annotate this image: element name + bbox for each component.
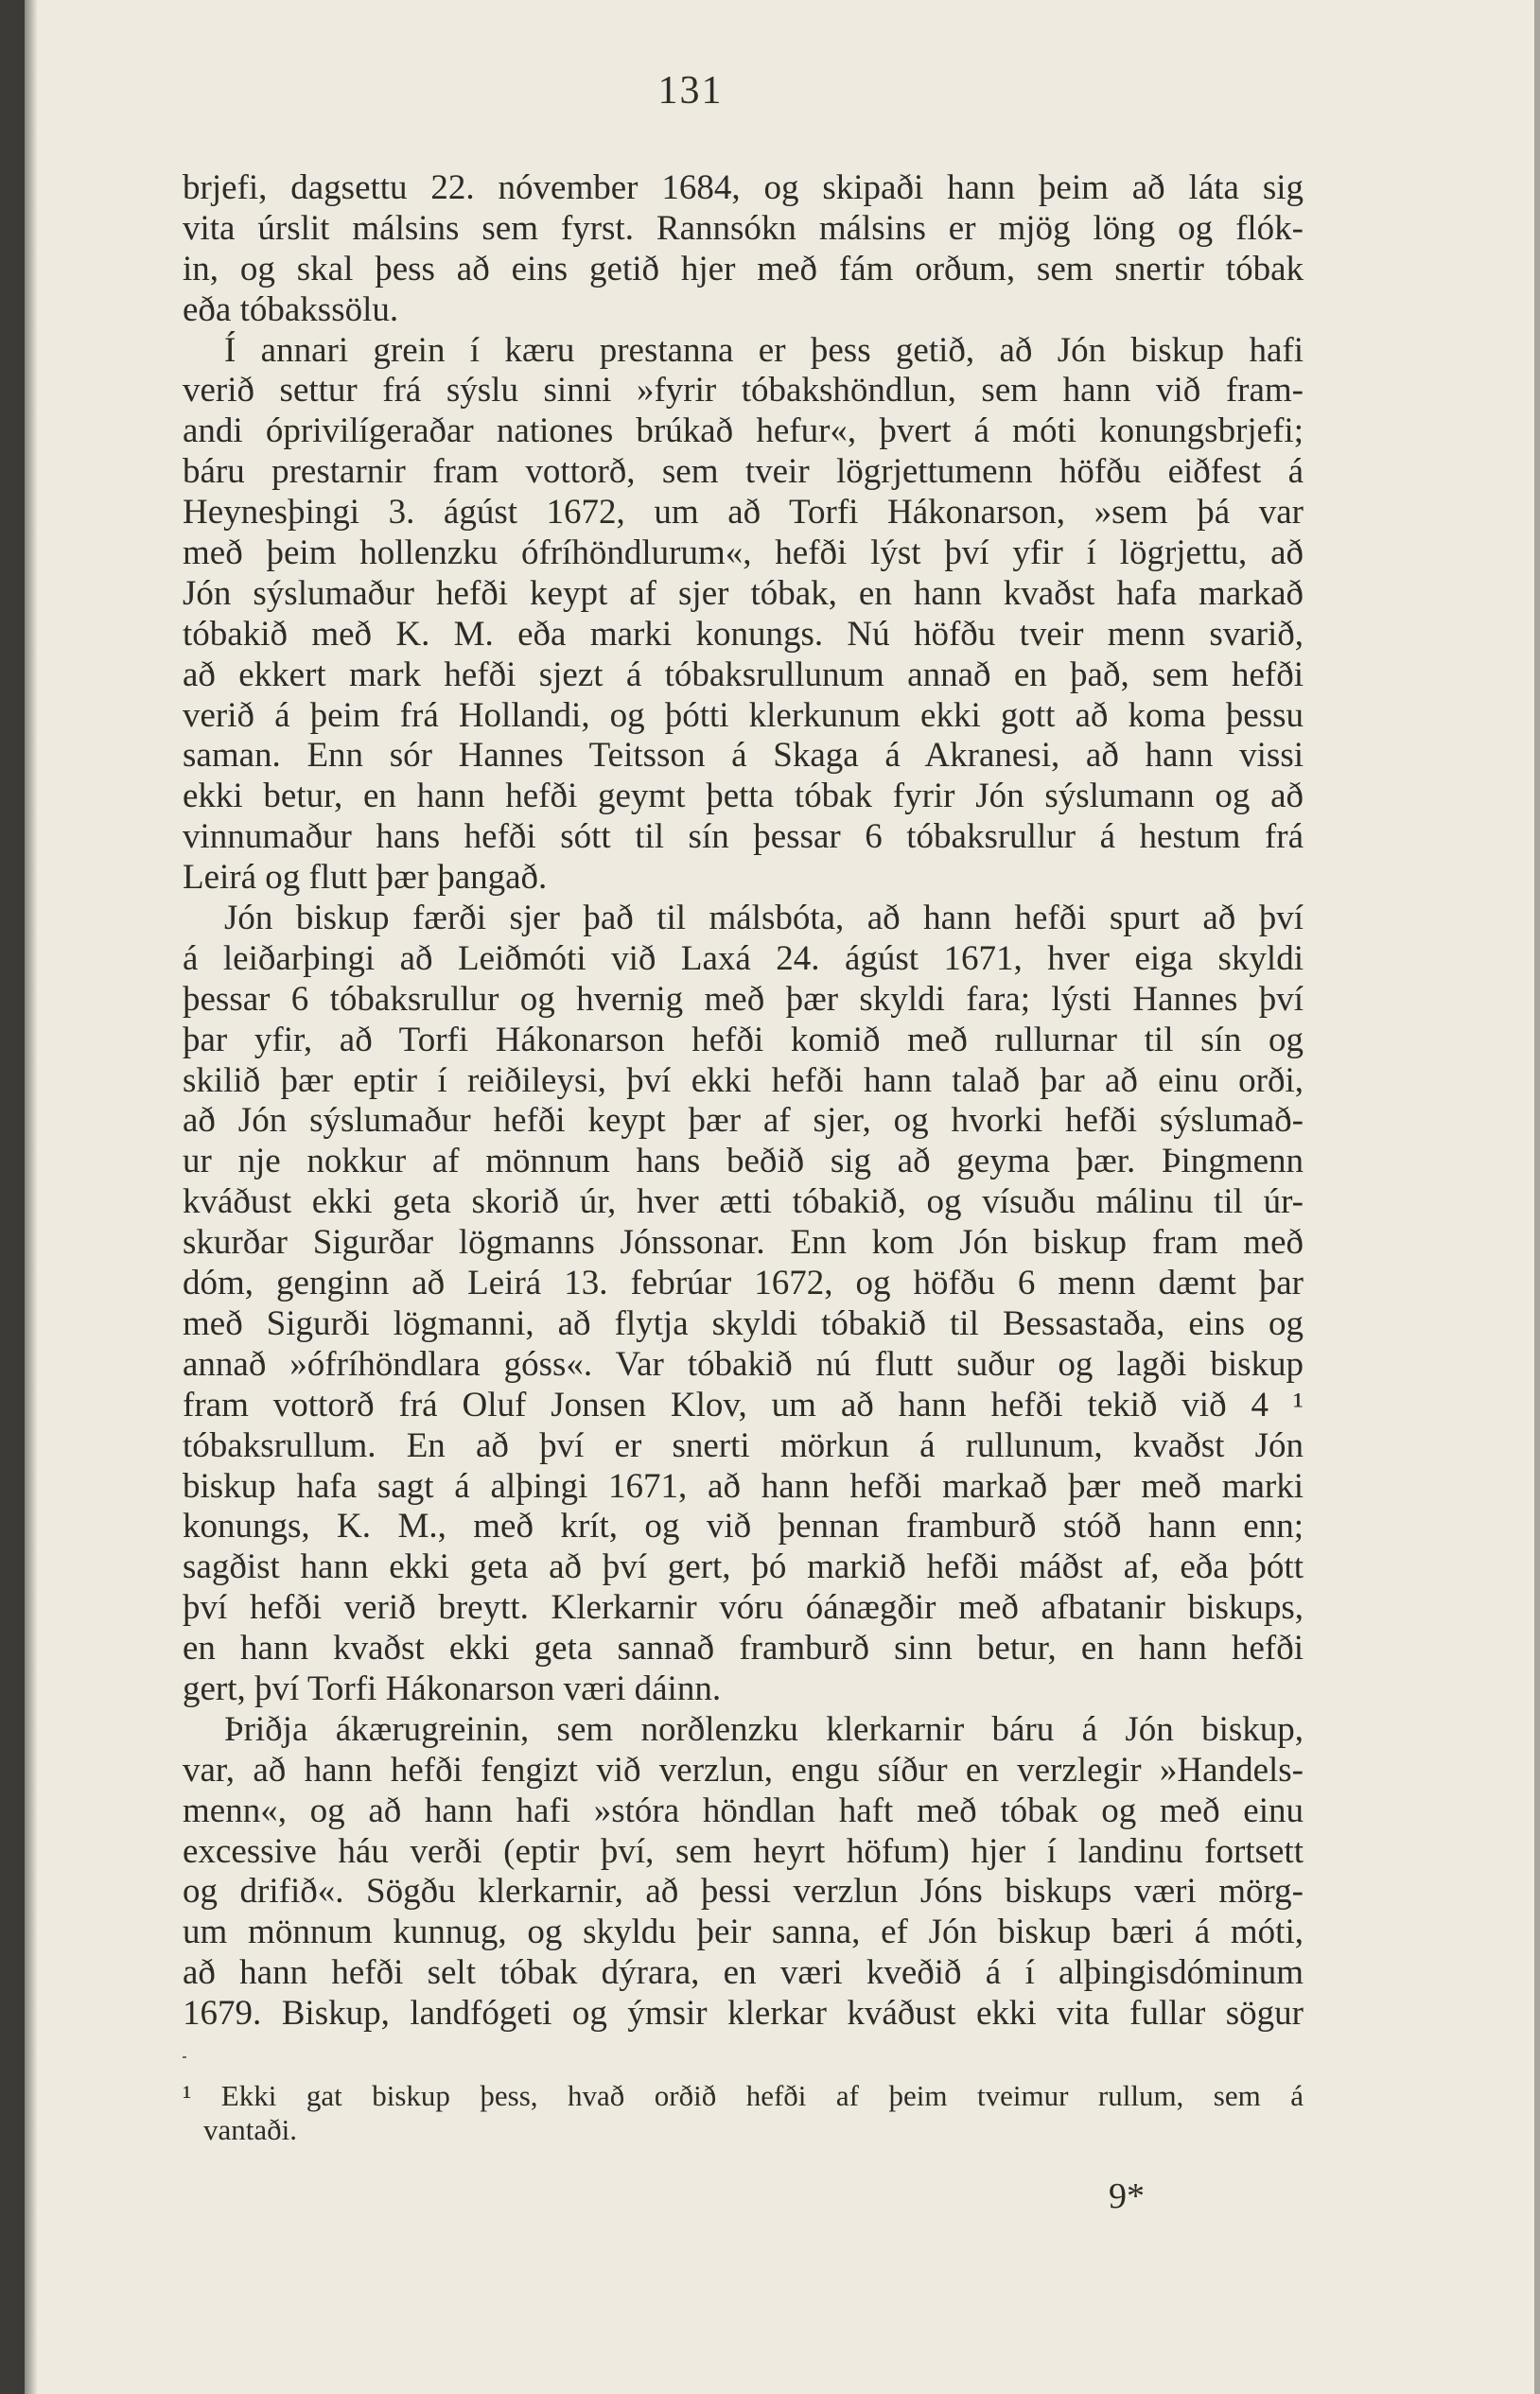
text-line: fram vottorð frá Oluf Jonsen Klov, um að hann hefði tekið við 4 ¹ — [183, 1385, 1304, 1424]
text-line: 1679. Biskup, landfógeti og ýmsir klerkar kváðust ekki vita fullar sögur — [183, 1994, 1304, 2034]
text-line: verið á þeim frá Hollandi, og þótti klerkunum ekki gott að koma þessu — [183, 695, 1304, 735]
footnote-line: ¹ Ekki gat biskup þess, hvað orðið hefði af þeim tveimur rullum, sem á — [183, 2079, 1304, 2112]
footnote-separator — [183, 2056, 186, 2058]
scan-binding-edge — [0, 0, 25, 2394]
text-line: andi óprivilígeraðar nationes brúkað hefur«, þvert á móti konungsbrjefi; — [183, 411, 1304, 451]
footnote — [183, 2079, 1304, 2147]
text-line: báru prestarnir fram vottorð, sem tveir lögrjettumenn höfðu eiðfest á — [183, 452, 1304, 492]
text-line: in, og skal þess að eins getið hjer með fám orðum, sem snertir tóbak — [183, 249, 1304, 288]
footnote-line: vantaði. — [203, 2113, 297, 2146]
scan-right-edge — [1534, 0, 1540, 2394]
text-line: með Sigurði lögmanni, að flytja skyldi tóbakið til Bessastaða, eins og — [183, 1303, 1304, 1343]
text-line: kváðust ekki geta skorið úr, hver ætti tóbakið, og vísuðu málinu til úr- — [183, 1182, 1304, 1222]
text-line: þessar 6 tóbaksrullur og hvernig með þær skyldi fara; lýsti Hannes því — [183, 979, 1304, 1019]
text-line: biskup hafa sagt á alþingi 1671, að hann hefði markað þær með marki — [183, 1466, 1304, 1506]
text-line: ekki betur, en hann hefði geymt þetta tóbak fyrir Jón sýslumann og að — [183, 777, 1304, 816]
text-line: en hann kvaðst ekki geta sannað framburð sinn betur, en hann hefði — [183, 1629, 1304, 1669]
text-line: sagðist hann ekki geta að því gert, þó markið hefði máðst af, eða þótt — [183, 1547, 1304, 1587]
text-line: vita úrslit málsins sem fyrst. Rannsókn málsins er mjög löng og flók- — [183, 208, 1304, 248]
text-line: að Jón sýslumaður hefði keypt þær af sjer, og hvorki hefði sýslumað- — [183, 1101, 1304, 1141]
text-line: skurðar Sigurðar lögmanns Jónssonar. Enn kom Jón biskup fram með — [183, 1223, 1304, 1263]
text-line: saman. Enn sór Hannes Teitsson á Skaga á Akranesi, að hann vissi — [183, 736, 1304, 776]
scan-edge-shadow — [25, 0, 38, 2394]
text-line: Heynesþingi 3. ágúst 1672, um að Torfi Hákonarson, »sem þá var — [183, 493, 1304, 533]
text-line: með þeim hollenzku ófríhöndlurum«, hefði lýst því yfir í lögrjettu, að — [183, 533, 1304, 573]
body-text — [183, 168, 1304, 2035]
text-line: Leirá og flutt þær þangað. — [183, 858, 548, 898]
page-number: 131 — [657, 69, 724, 113]
text-line: Jón biskup færði sjer það til málsbóta, að hann hefði spurt að því — [224, 899, 1304, 938]
text-line: Jón sýslumaður hefði keypt af sjer tóbak, en hann kvaðst hafa markað — [183, 573, 1304, 613]
text-line: excessive háu verði (eptir því, sem heyrt höfum) hjer í landinu fortsett — [183, 1831, 1304, 1871]
text-line: annað »ófríhöndlara góss«. Var tóbakið nú flutt suður og lagði biskup — [183, 1344, 1304, 1384]
signature-mark: 9* — [1109, 2176, 1145, 2216]
text-line: um mönnum kunnug, og skyldu þeir sanna, ef Jón biskup bæri á móti, — [183, 1913, 1304, 1952]
text-line: skilið þær eptir í reiðileysi, því ekki hefði hann talað þar að einu orði, — [183, 1060, 1304, 1100]
text-line: gert, því Torfi Hákonarson væri dáinn. — [183, 1669, 722, 1708]
text-line: að ekkert mark hefði sjezt á tóbaksrullunum annað en það, sem hefði — [183, 655, 1304, 694]
text-line: menn«, og að hann hafi »stóra höndlan haft með tóbak og með einu — [183, 1791, 1304, 1830]
text-line: og drifið«. Sögðu klerkarnir, að þessi verzlun Jóns biskups væri mörg- — [183, 1872, 1304, 1912]
text-line: tóbaksrullum. En að því er snerti mörkun á rullunum, kvaðst Jón — [183, 1425, 1304, 1465]
text-line: vinnumaður hans hefði sótt til sín þessar 6 tóbaksrullur á hestum frá — [183, 817, 1304, 857]
text-line: á leiðarþingi að Leiðmóti við Laxá 24. ágúst 1671, hver eiga skyldi — [183, 938, 1304, 978]
text-line: tóbakið með K. M. eða marki konungs. Nú höfðu tveir menn svarið, — [183, 614, 1304, 654]
text-line: að hann hefði selt tóbak dýrara, en væri kveðið á í alþingisdóminum — [183, 1953, 1304, 1993]
text-line: konungs, K. M., með krít, og við þennan framburð stóð hann enn; — [183, 1507, 1304, 1546]
text-line: verið settur frá sýslu sinni »fyrir tóbakshöndlun, sem hann við fram- — [183, 371, 1304, 411]
text-line: ur nje nokkur af mönnum hans beðið sig að geyma þær. Þingmenn — [183, 1142, 1304, 1181]
text-line: því hefði verið breytt. Klerkarnir vóru óánægðir með afbatanir biskups, — [183, 1588, 1304, 1628]
text-line: eða tóbakssölu. — [183, 289, 399, 329]
text-line: brjefi, dagsettu 22. nóvember 1684, og skipaði hann þeim að láta sig — [183, 168, 1304, 207]
text-line: Í annari grein í kæru prestanna er þess getið, að Jón biskup hafi — [224, 330, 1304, 370]
text-line: þar yfir, að Torfi Hákonarson hefði komið með rullurnar til sín og — [183, 1020, 1304, 1059]
text-line: dóm, genginn að Leirá 13. febrúar 1672, og höfðu 6 menn dæmt þar — [183, 1264, 1304, 1303]
text-line: var, að hann hefði fengizt við verzlun, engu síður en verzlegir »Handels- — [183, 1750, 1304, 1790]
text-line: Þriðja ákærugreinin, sem norðlenzku klerkarnir báru á Jón biskup, — [224, 1709, 1304, 1749]
